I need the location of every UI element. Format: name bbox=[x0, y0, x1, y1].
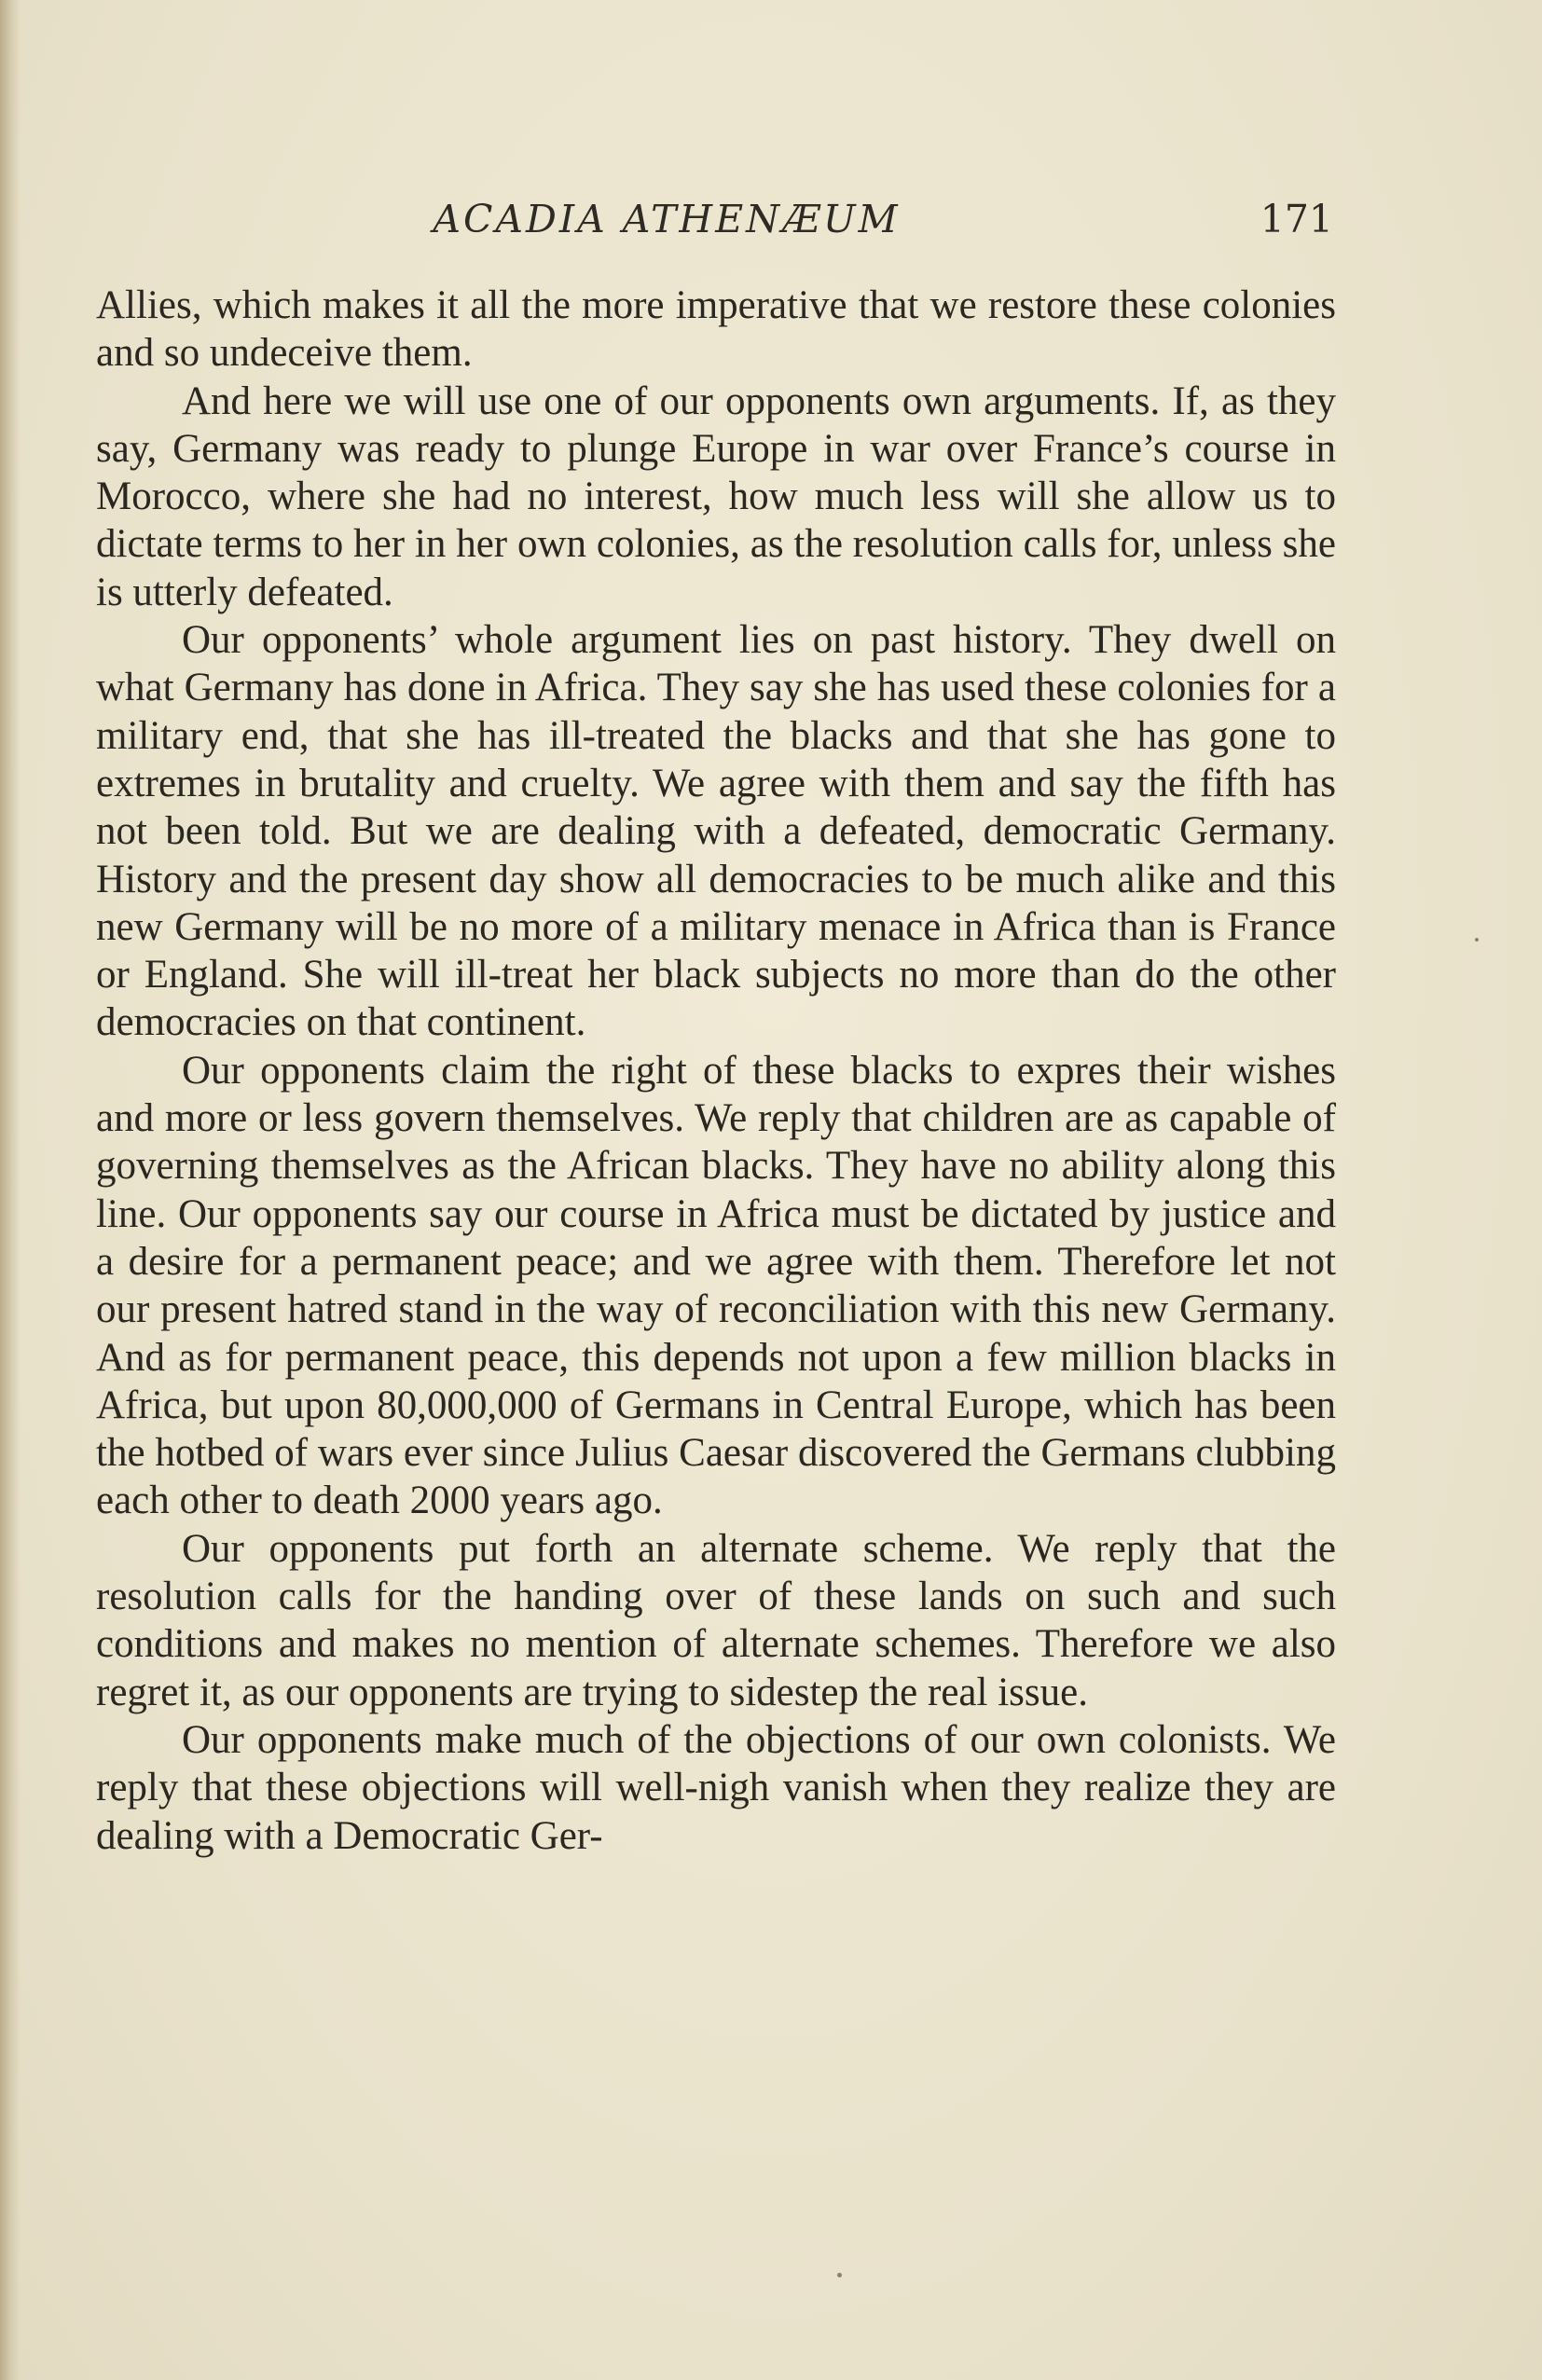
paragraph-5: Our opponents put forth an alternate scheme. We reply that the resolution calls for the handing over of these lands on such and such conditions and makes no mention of alternate schemes. Therefore we also regret it, as our opponents are trying to sidestep the real issue. bbox=[96, 1526, 1336, 1714]
running-title: ACADIA ATHENÆUM bbox=[433, 197, 901, 241]
paragraph-1: Allies, which makes it all the more imperative that we restore these colonies and so undeceive them. bbox=[96, 283, 1336, 376]
paragraph-4: Our opponents claim the right of these blacks to expres their wishes and more or less govern themselves. We reply that children are as capable of governing themselves as the African blacks. They have no ability along this line. Our opponents say our course in Africa must be dictated by justice and a desire for a permanent peace; and we agree with them. Therefore let not our present hatred stand in the way of reconciliation with this new Germany. And as for permanent peace, this depends not upon a few million blacks in Africa, but upon 80,000,000 of Germans in Central Europe, which has been the hotbed of wars ever since Julius Caesar discovered the Germans clubbing each other to death 2000 years ago. bbox=[96, 1048, 1336, 1523]
page-binding-edge bbox=[0, 0, 21, 2380]
paper-speck bbox=[1475, 938, 1479, 942]
paper-speck bbox=[837, 2273, 842, 2277]
running-head bbox=[93, 191, 1333, 247]
article-body bbox=[96, 282, 1336, 1860]
page-number: 171 bbox=[1260, 197, 1333, 241]
paragraph-6: Our opponents make much of the objections of our own colonists. We reply that these objections will well-nigh vanish when they realize they are dealing with a Democratic Ger- bbox=[96, 1717, 1336, 1858]
paragraph-3: Our opponents’ whole argument lies on past history. They dwell on what Germany has done in Africa. They say she has used these colonies for a military end, that she has ill-treated the blacks and that she has gone to extremes in brutality and cruelty. We agree with them and say the fifth has not been told. But we are dealing with a defeated, democratic Germany. History and the present day show all democracies to be much alike and this new Germany will be no more of a military menace in Africa than is France or England. She will ill-treat her black subjects no more than do the other democracies on that continent. bbox=[96, 618, 1336, 1045]
paragraph-2: And here we will use one of our opponents own arguments. If, as they say, Germany was ready to plunge Europe in war over France’s course in Morocco, where she had no interest, how much less will she allow us to dictate terms to her in her own colonies, as the resolution calls for, unless she is utterly defeated. bbox=[96, 378, 1336, 614]
